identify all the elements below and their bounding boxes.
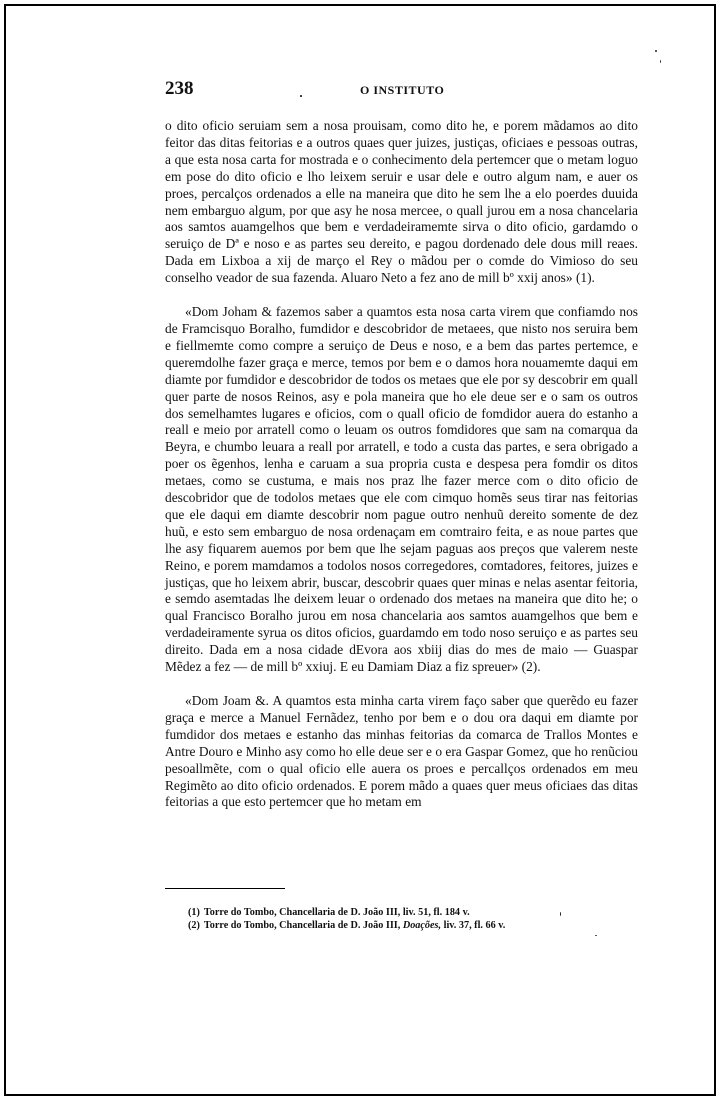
footnote-2-italic: Doações, <box>402 920 442 931</box>
page-number: 238 <box>165 78 194 99</box>
footnote-rule <box>165 888 285 889</box>
footnote-1-marker: (1) <box>188 907 200 918</box>
paragraph-1: o dito oficio seruiam sem a nosa prouisam, como dito he, e porem mãdamos ao dito feitor das ditas feitorias e a outros quaes quer juizes, justiças, oficiaes e pessoas outras, a que esta nosa carta for mostrada e o conhecimento dela pertemcer que o metam loguo em pose do dito oficio e lho leixem seruir e usar dele e outro algum nam, e auer os proes, percalços ordenados a elle na maneira que dito he sem lhe a elo poerdes duuida nem embarguo algum, por que asy he nosa mercee, o quall jurou em a nosa chancelaria aos samtos auamgelhos que bem e verdadeiramemte sirva o dito oficio, gardamdo o seruiço de Dª e noso e as partes seu dereito, e pagou dordenado dele dous mill reaes. Dada em Lixboa a xij de março el Rey o mãdou per o comde do Vimioso do seu conselho veador de sua fazenda. Aluaro Neto a fez ano de mill bº xxij anos» (1). <box>165 118 638 286</box>
running-title: O INSTITUTO <box>360 83 445 97</box>
footnote-1 <box>188 906 608 919</box>
paragraph-3: «Dom Joam &. A quamtos esta minha carta virem faço saber que querẽdo eu fazer graça e merce a Manuel Fernãdez, tenho por bem e o dou ora daqui em diamte por fumdidor dos metaes e estanho das minhas feitorias da comarca de Trallos Montes e Antre Douro e Minho asy como ho elle deue ser e o era Gaspar Gomez, que ho renũciou pesoallmẽte, com o qual oficio elle auera os proes e percallços ordenados em meu Regimẽto ao dito oficio ordenados. E porem mãdo a quaes quer meus oficiaes das ditas feitorias a que esto pertemcer que ho metam em <box>165 693 638 810</box>
footnote-2-text-after: liv. 37, fl. 66 v. <box>443 920 506 931</box>
footnotes <box>188 906 608 932</box>
paragraph-2: «Dom Joham & fazemos saber a quamtos esta nosa carta virem que confiamdo nos de Framcisquo Boralho, fumdidor e descobridor de metaees, que nisto nos seruira bem e fiellmemte como compre a seruiço de Deus e noso, e a bem das partes pertemce, e queremdolhe fazer graça e merce, temos por bem e o damos hora nouamemte daqui em diamte por fumdidor e descobridor de todos os metaes que ele por sy descobrir em quall quer parte de nosos Reinos, asy e pola maneira que ho ele deue ser e o sam os outros dos semelhamtes lugares e oficios, com o quall oficio de fomdidor auera do estanho a reall e meio por arratell como o leuam os outros fomdidores que sam na comarqua da Beyra, e chumbo leuara a reall por arratell, e todo a custa das partes, e sera obrigado a poer os ẽgenhos, lenha e caruam a sua propria custa e despesa pera fomdir os ditos metaes, como se custuma, e mais nos praz lhe fazer merce com o dito oficio de descobridor que de todolos metaes que ele com cimquo homẽs seus tirar nas feitorias que ele daqui em diamte descobrir nom pague outro nenhuũ dereito somente de dez huũ, e esto sem embarguo de nosa ordenaçam em comtrairo feita, e as noue partes que lhe asy fiquarem auemos por bem que lhe sejam paguas aos preços que valerem neste Reino, e porem mamdamos a todolos nosos corregedores, comtadores, feitores, juizes e justiças, que ho leixem abrir, buscar, descobrir quaes quer minas e nelas asentar feitoria, e semdo asemtadas lhe deixem leuar o ordenado dos metaes na maneira que dito he; o qual Francisco Boralho jurou em nosa chancelaria aos samtos auamgelhos que bem e verdadeiramente syrua os ditos oficios, guardamdo em todo noso seruiço e as partes seu direito. Dada em a nosa cidade dEvora aos xbiij dias do mes de maio — Guaspar Mẽdez a fez — de mill bº xxiuj. E eu Damiam Diaz a fiz spreuer» (2). <box>165 304 638 675</box>
footnote-2-text-before: Torre do Tombo, Chancellaria de D. João III, <box>203 920 401 931</box>
footnote-1-text: Torre do Tombo, Chancellaria de D. João III, liv. 51, fl. 184 v. <box>203 907 470 918</box>
footnote-2 <box>188 919 608 932</box>
body-text <box>165 118 638 811</box>
page-header <box>165 78 640 104</box>
footnote-2-marker: (2) <box>188 920 200 931</box>
